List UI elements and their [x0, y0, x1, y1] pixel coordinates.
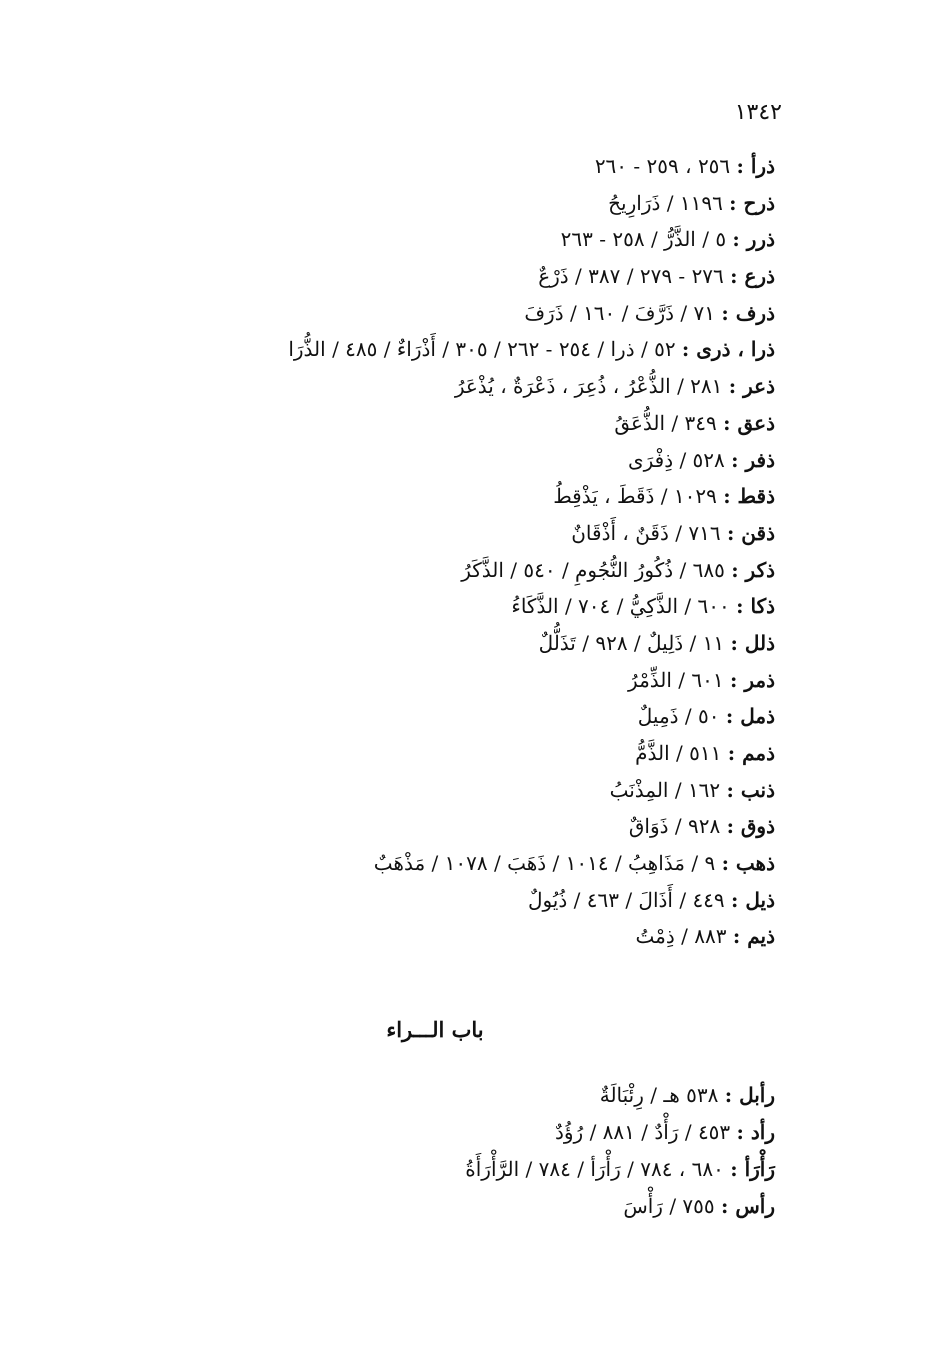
- entry-references: ٧١ / ذَرَّفَ / ١٦٠ / ذَرَفَ: [524, 300, 715, 325]
- index-entry: [75, 882, 775, 919]
- index-entry: [75, 1188, 775, 1225]
- index-entries-ra: [75, 1077, 775, 1225]
- entry-root: ذيم :: [732, 924, 775, 949]
- section-heading: باب الـــراء: [386, 1017, 484, 1042]
- entry-references: ٦٨٥ / ذُكُورُ النُّجُومِ / ٥٤٠ / الذَّكَرُ: [461, 557, 725, 582]
- entry-root: ذيل :: [731, 887, 775, 912]
- entry-references: ١٦٢ / المِذْنَبُ: [609, 777, 721, 802]
- index-entry: [75, 735, 775, 772]
- entry-root: ذعر :: [728, 374, 775, 399]
- entry-root: ذكا :: [736, 594, 775, 619]
- index-entry: [75, 258, 775, 295]
- index-entry: [75, 1077, 775, 1114]
- entry-references: ٤٤٩ / أَذَالَ / ٤٦٣ / ذُيُولٌ: [527, 887, 725, 912]
- index-entry: [75, 552, 775, 589]
- entry-references: ٦٨٠ ، ٧٨٤ / رَأْرَأ / ٧٨٤ / الرَّأْرَأَةُ: [465, 1157, 724, 1181]
- entry-root: ذفر :: [731, 447, 775, 472]
- entry-references: ٧١٦ / ذَقَنٌ ، أَذْقَانٌ: [571, 520, 721, 545]
- entry-references: ٢٨١ / الذُّعْرُ ، ذُعِرَ ، ذَعْرَةٌ ، يُذْعَرُ: [454, 374, 723, 399]
- index-entry: [75, 185, 775, 222]
- entry-references: ٥٢ / ذرا / ٢٥٤ - ٢٦٢ / ٣٠٥ / أَذْرَاءٌ / ٤٨٥ / الذُّرَا: [288, 337, 676, 362]
- entry-root: ذرا ، ذرى :: [681, 337, 775, 362]
- index-entry: [75, 478, 775, 515]
- index-entry: [75, 698, 775, 735]
- entry-root: ذوق :: [726, 814, 775, 839]
- entry-root: ذلل :: [730, 630, 775, 655]
- index-entry: [75, 808, 775, 845]
- entry-root: ذقط :: [723, 484, 775, 509]
- index-entry: [75, 295, 775, 332]
- index-entry: [75, 588, 775, 625]
- entry-references: ٤٥٣ / رَأْدٌ / ٨٨١ / رُؤُدٌ: [554, 1120, 731, 1144]
- index-entry: [75, 662, 775, 699]
- index-entry: [75, 442, 775, 479]
- entry-references: ٥٢٨ / ذِفْرَى: [627, 447, 725, 472]
- index-entry: [75, 1114, 775, 1151]
- entry-references: ٧٥٥ / رَأْسَ: [623, 1194, 715, 1218]
- index-entry: [75, 221, 775, 258]
- entry-references: ٦٠١ / الذِّمْرُ: [628, 667, 724, 692]
- entry-root: ذقن :: [726, 520, 775, 545]
- entry-references: ١١ / ذَلِيلٌ / ٩٢٨ / تَذَلُّلٌ: [538, 630, 725, 655]
- page-number: ١٣٤٢: [734, 100, 782, 125]
- index-entry: [75, 625, 775, 662]
- entry-references: ٣٤٩ / الذُّعَقُ: [614, 410, 717, 435]
- entry-root: رأس :: [721, 1194, 775, 1218]
- entry-root: ذعق :: [723, 410, 775, 435]
- entry-references: ٥ / الذَّرُّ / ٢٥٨ - ٢٦٣: [560, 227, 727, 252]
- entry-root: ذمم :: [727, 741, 775, 765]
- index-entries-dhal: [75, 148, 775, 955]
- entry-references: ٥٣٨ هـ / رِئْبَالَةٌ: [599, 1083, 719, 1107]
- index-entry: [75, 845, 775, 882]
- entry-root: ذنب :: [726, 777, 775, 802]
- entry-root: ذهب :: [721, 851, 775, 876]
- entry-references: ٢٧٦ - ٢٧٩ / ٣٨٧ / ذَرْعٌ: [538, 264, 724, 289]
- entry-references: ٨٨٣ / ذِمْتُ: [635, 924, 727, 949]
- index-entry: [75, 148, 775, 185]
- entry-root: ذرر :: [732, 227, 775, 252]
- index-entry: [75, 405, 775, 442]
- entry-references: ٩ / مَذَاهِبُ / ١٠١٤ / ذَهَبَ / ١٠٧٨ / مَذْهَبٌ: [373, 851, 716, 876]
- entry-root: ذرأ :: [736, 154, 775, 178]
- index-entry: [75, 515, 775, 552]
- index-entry: [75, 368, 775, 405]
- entry-references: ١١٩٦ / ذَرَارِيحُ: [608, 190, 723, 215]
- index-entry: [75, 1151, 775, 1188]
- entry-root: ذرف :: [721, 300, 775, 325]
- entry-root: ذمل :: [725, 704, 775, 729]
- entry-references: ٦٠٠ / الذَّكِيُّ / ٧٠٤ / الذَّكَاءُ: [511, 594, 730, 619]
- entry-references: ٢٥٦ ، ٢٥٩ - ٢٦٠: [594, 154, 731, 178]
- index-entry: [75, 772, 775, 809]
- index-entry: [75, 331, 775, 368]
- entry-references: ٥١١ / الذَّمُّ: [635, 741, 722, 765]
- index-entry: [75, 918, 775, 955]
- entry-references: ٥٠ / ذَمِيلٌ: [637, 704, 720, 729]
- entry-root: ذرح :: [729, 190, 775, 215]
- entry-root: رأد :: [736, 1120, 775, 1144]
- entry-root: ذمر :: [730, 667, 775, 692]
- entry-references: ٩٢٨ / ذَوَاقٌ: [628, 814, 721, 839]
- entry-root: ذرع :: [730, 264, 775, 289]
- entry-root: ذكر :: [731, 557, 775, 582]
- entry-root: رأبل :: [724, 1083, 775, 1107]
- entry-root: رَأْرَأ :: [730, 1157, 775, 1181]
- entry-references: ١٠٢٩ / ذَقَطَ ، يَذْقِطُ: [553, 484, 717, 509]
